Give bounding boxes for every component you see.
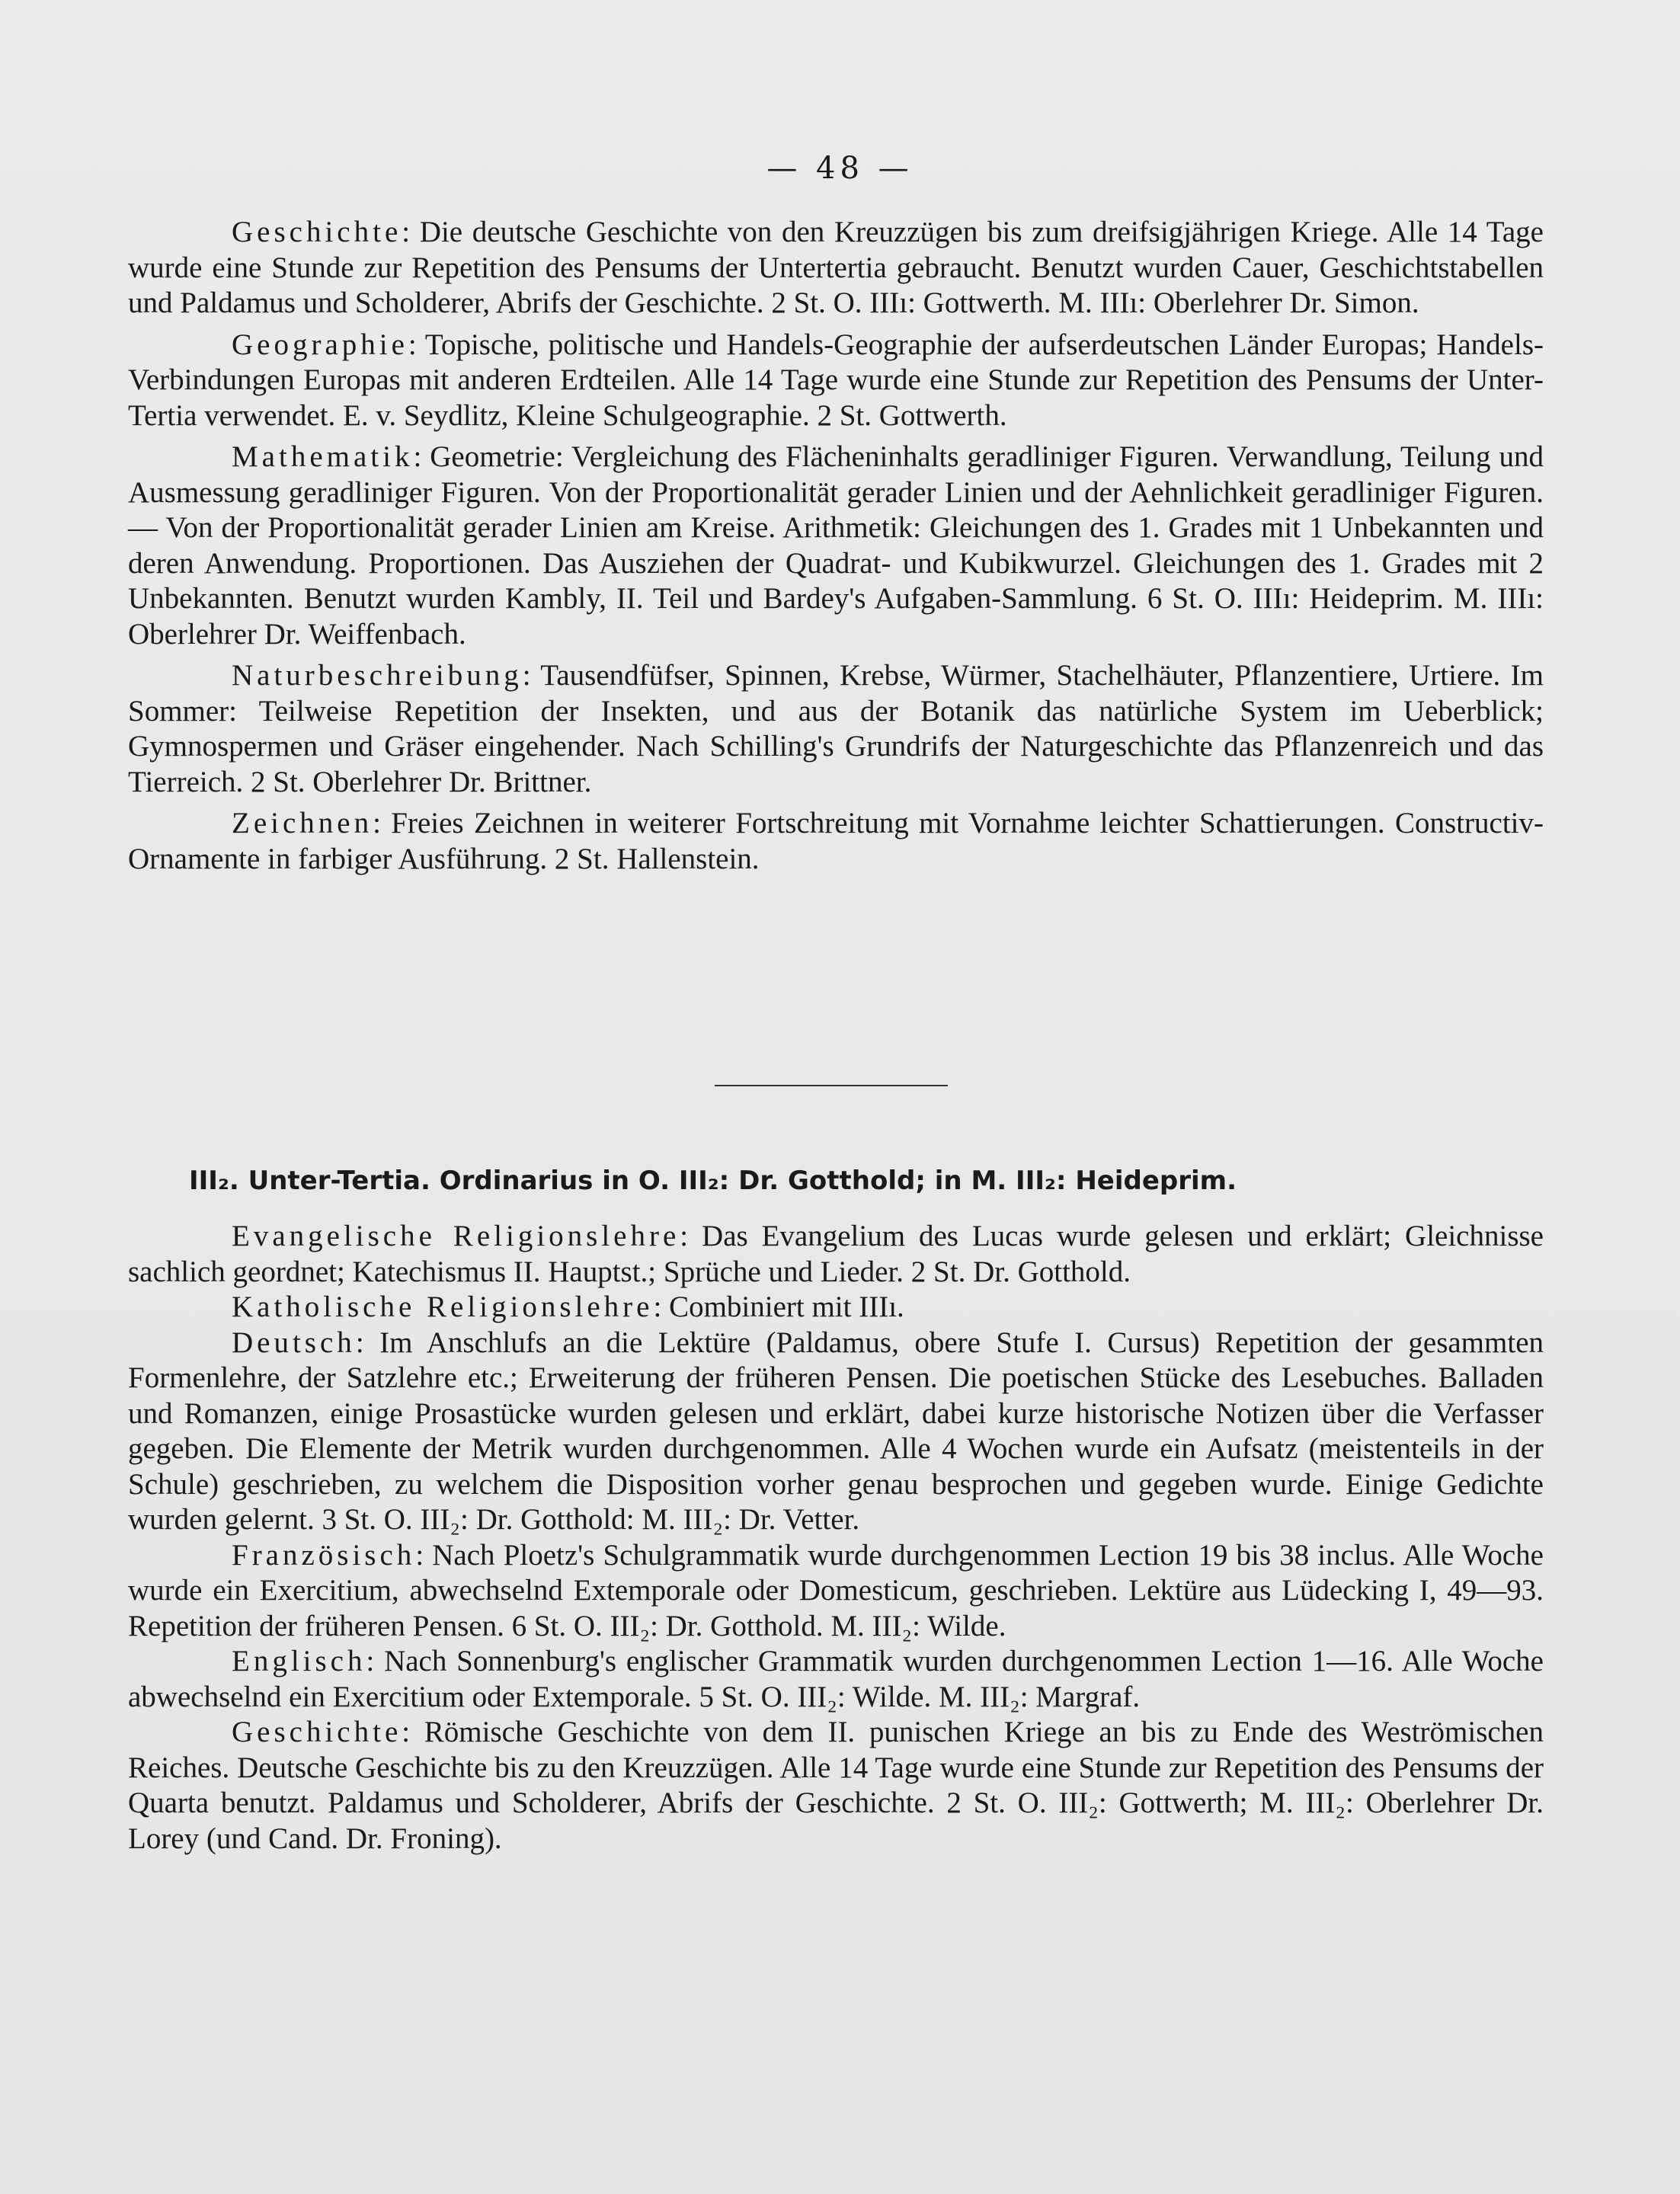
subject-label: Naturbeschreibung xyxy=(232,659,523,692)
paragraph-deutsch xyxy=(128,1326,1544,1538)
page-number: — 48 — xyxy=(766,151,914,186)
paragraph-text: : Tausendfüfser, Spinnen, Krebse, Würmer, Stachelhäuter, Pflanzentiere, Urtiere. Im Sommer: Teilweise Repetition der Insekten, und aus der Botanik das natürliche System im Ueberblick; Gymnospermen und Gräser eingehender. Nach Schilling's Grundrifs der Naturgeschichte das Pflanzenreich und das Tierreich. 2 St. Oberlehrer Dr. Brittner. xyxy=(128,659,1544,798)
paragraph-franzoesisch xyxy=(128,1538,1544,1645)
section-2 xyxy=(128,1219,1544,1857)
paragraph-naturbeschreibung xyxy=(128,658,1544,800)
paragraph-geschichte xyxy=(128,215,1544,321)
section-heading: III₂. Unter-Tertia. Ordinarius in O. III₂: Dr. Gotthold; in M. III₂: Heideprim. xyxy=(189,1166,1237,1196)
subject-label: Geographie xyxy=(232,328,408,361)
paragraph-text: : Die deutsche Geschichte von den Kreuzzügen bis zum dreifsigjährigen Kriege. Alle 14 Tage wurde eine Stunde zur Repetition des Pensums der Untertertia gebraucht. Benutzt wurden Cauer, Geschichtstabellen und Paldamus und Scholderer, Abrifs der Geschichte. 2 St. O. IIIı: Gottwerth. M. IIIı: Oberlehrer Dr. Simon. xyxy=(128,216,1544,319)
paragraph-text: : Topische, politische und Handels-Geographie der aufserdeutschen Länder Europas; Handels-Verbindungen Europas mit anderen Erdteilen. Alle 14 Tage wurde eine Stunde zur Repetition des Pensums der Unter-Tertia verwendet. E. v. Seydlitz, Kleine Schulgeographie. 2 St. Gottwerth. xyxy=(128,328,1544,432)
section-1 xyxy=(128,215,1544,877)
subject-label: Evangelische Religionslehre xyxy=(232,1220,680,1252)
subject-label: Geschichte xyxy=(232,1716,402,1748)
paragraph-text: : Nach Sonnenburg's englischer Grammatik wurden durchgenommen Lection 1—16. Alle Woche abwechselnd ein Exercitium oder Extemporale. 5 St. O. III₂: Wilde. M. III₂: Margraf. xyxy=(128,1645,1544,1713)
subject-label: Katholische Religionslehre xyxy=(232,1290,654,1323)
subject-label: Deutsch xyxy=(232,1326,356,1359)
paragraph-text: : Combiniert mit IIIı. xyxy=(653,1290,904,1323)
paragraph-katholische-religionslehre xyxy=(128,1290,1544,1326)
subject-label: Englisch xyxy=(232,1645,366,1677)
paragraph-zeichnen xyxy=(128,806,1544,877)
paragraph-text: : Freies Zeichnen in weiterer Fortschreitung mit Vornahme leichter Schattierungen. Constructiv-Ornamente in farbiger Ausführung. 2 St. Hallenstein. xyxy=(128,807,1544,875)
subject-label: Mathematik xyxy=(232,440,414,473)
paragraph-text: : Das Evangelium des Lucas wurde gelesen und erklärt; Gleichnisse sachlich geordnet; Katechismus II. Hauptst.; Sprüche und Lieder. 2 St. Dr. Gotthold. xyxy=(128,1220,1544,1288)
paragraph-evangelische-religionslehre xyxy=(128,1219,1544,1290)
paragraph-text: : Nach Ploetz's Schulgrammatik wurde durchgenommen Lection 19 bis 38 inclus. Alle Woche wurde ein Exercitium, abwechselnd Extemporale oder Domesticum, geschrieben. Lektüre aus Lüdecking I, 49—93. Repetition der früheren Pensen. 6 St. O. III₂: Dr. Gotthold. M. III₂: Wilde. xyxy=(128,1538,1544,1642)
paragraph-text: : Geometrie: Vergleichung des Flächeninhalts geradliniger Figuren. Verwandlung, Teilung und Ausmessung geradliniger Figuren. Von der Proportionalität gerader Linien und der Aehnlichkeit geradliniger Figuren. — Von der Proportionalität gerader Linien am Kreise. Arithmetik: Gleichungen des 1. Grades mit 1 Unbekannten und deren Anwendung. Proportionen. Das Ausziehen der Quadrat- und Kubikwurzel. Gleichungen des 1. Grades mit 2 Unbekannten. Benutzt wurden Kambly, II. Teil und Bardey's Aufgaben-Sammlung. 6 St. O. IIIı: Heideprim. M. IIIı: Oberlehrer Dr. Weiffenbach. xyxy=(128,440,1544,651)
paragraph-englisch xyxy=(128,1644,1544,1715)
subject-label: Französisch xyxy=(232,1538,416,1572)
paragraph-mathematik xyxy=(128,440,1544,652)
subject-label: Zeichnen xyxy=(232,807,373,840)
paragraph-geographie xyxy=(128,328,1544,434)
paragraph-text: : Römische Geschichte von dem II. punischen Kriege an bis zu Ende des Weströmischen Reiches. Deutsche Geschichte bis zu den Kreuzzügen. Alle 14 Tage wurde eine Stunde zur Repetition des Pensums der Quarta benutzt. Paldamus und Scholderer, Abrifs der Geschichte. 2 St. O. III₂: Gottwerth; M. III₂: Oberlehrer Dr. Lorey (und Cand. Dr. Froning). xyxy=(128,1716,1544,1855)
paragraph-text: : Im Anschlufs an die Lektüre (Paldamus, obere Stufe I. Cursus) Repetition der gesammten Formenlehre, der Satzlehre etc.; Erweiterung der früheren Pensen. Die poetischen Stücke des Lesebuches. Balladen und Romanzen, einige Prosastücke wurden gelesen und erklärt, dabei kurze historische Notizen über die Verfasser gegeben. Die Elemente der Metrik wurden durchgenommen. Alle 4 Wochen wurde ein Aufsatz (meistenteils in der Schule) geschrieben, zu welchem die Disposition vorher genau besprochen und gegeben wurde. Einige Gedichte wurden gelernt. 3 St. O. III₂: Dr. Gotthold: M. III₂: Dr. Vetter. xyxy=(128,1326,1544,1536)
section-divider xyxy=(715,1085,948,1086)
paragraph-geschichte-2 xyxy=(128,1715,1544,1857)
subject-label: Geschichte xyxy=(232,216,402,248)
